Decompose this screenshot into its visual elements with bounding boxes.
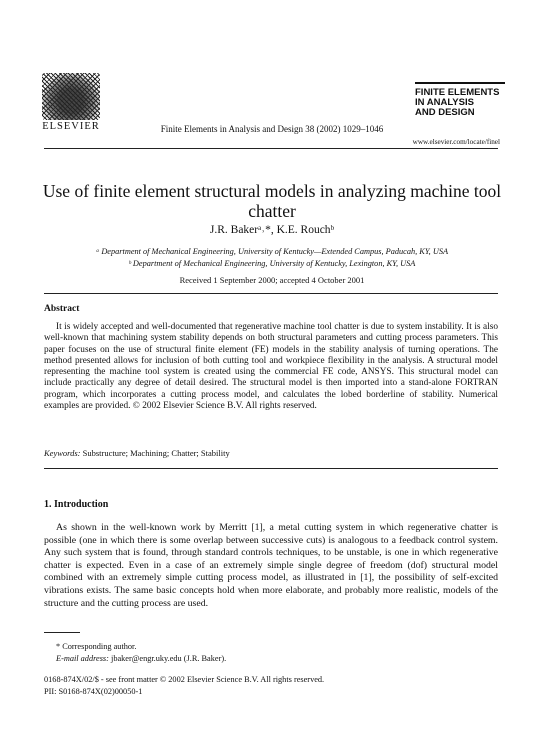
abstract-heading: Abstract [44,304,80,314]
publisher-name: ELSEVIER [42,121,100,132]
journal-url[interactable]: www.elsevier.com/locate/finel [412,138,500,146]
brand-rule [415,82,505,84]
journal-brand-title: FINITE ELEMENTS IN ANALYSIS AND DESIGN [415,87,500,118]
abstract-divider-bottom [44,468,498,469]
received-dates: Received 1 September 2000; accepted 4 October 2001 [179,275,365,285]
footnote-rule [44,632,80,633]
abstract-divider-top [44,293,498,294]
article-authors: J.R. Bakerᵃ˒*, K.E. Rouchᵇ [209,224,335,236]
affiliation-b: ᵇ Department of Mechanical Engineering, University of Kentucky, Lexington, KY, USA [128,259,416,268]
email-label: E-mail address: [56,654,109,663]
intro-paragraph: As shown in the well-known work by Merritt [1], a metal cutting system in which regenerative chatter is possible (one in which there is some overlap between successive cuts) is analogous to a feedback control system. Any such system that is found, through standard controls techniques, to be unstable, is one in which regenerative chatter is expected. Even in a case of an extremely simple single degree of freedom (dof) structural model combined with an extremely simple cutting process model, as illustrated in [1], the possibility of self-excited vibrations exists. The same basic concepts hold when more elaborate, and probably more realistic, models of the structure and the cutting process are used. [44,522,498,609]
section-heading: 1. Introduction [44,499,109,510]
keywords-label: Keywords: [44,448,81,458]
issn-line: 0168-874X/02/$ - see front matter © 2002 Elsevier Science B.V. All rights reserved. [44,675,325,684]
keywords [44,448,230,458]
footnote-corresponding: * Corresponding author. [56,642,137,651]
elsevier-tree-icon [42,73,100,120]
email-address[interactable]: jbaker@engr.uky.edu (J.R. Baker). [108,654,227,663]
journal-brand [415,82,505,118]
pii-line: PII: S0168-874X(02)00050-1 [44,687,143,696]
journal-citation: Finite Elements in Analysis and Design 38 (2002) 1029–1046 [160,124,384,134]
affiliation-a: ᵃ Department of Mechanical Engineering, University of Kentucky—Extended Campus, Paducah, KY, USA [95,247,449,256]
elsevier-logo [40,73,102,131]
abstract-text: It is widely accepted and well-documented that regenerative machine tool chatter is due to system instability. It is also well-known that machining system stability depends on both structural parameters and cutting process parameters. This paper focuses on the use of structural finite element (FE) models in the stability analysis of turning operations. The method presented allows for inclusion of both cutting tool and workpiece flexibility in the analysis. A structural model representing the machine tool system is created using the commercial FE code, ANSYS. This structural model can include practically any degree of detail desired. The structural model is then imported into a stand-alone FORTRAN program, which incorporates a cutting process model, and calculates the lobed borderline of stability. Numerical examples are provided. © 2002 Elsevier Science B.V. All rights reserved. [44,322,498,412]
header-divider [44,148,498,149]
footnote-email [56,654,226,663]
article-title: Use of finite element structural models in analyzing machine tool chatter [42,181,502,221]
keywords-text: Substructure; Machining; Chatter; Stability [80,448,230,458]
